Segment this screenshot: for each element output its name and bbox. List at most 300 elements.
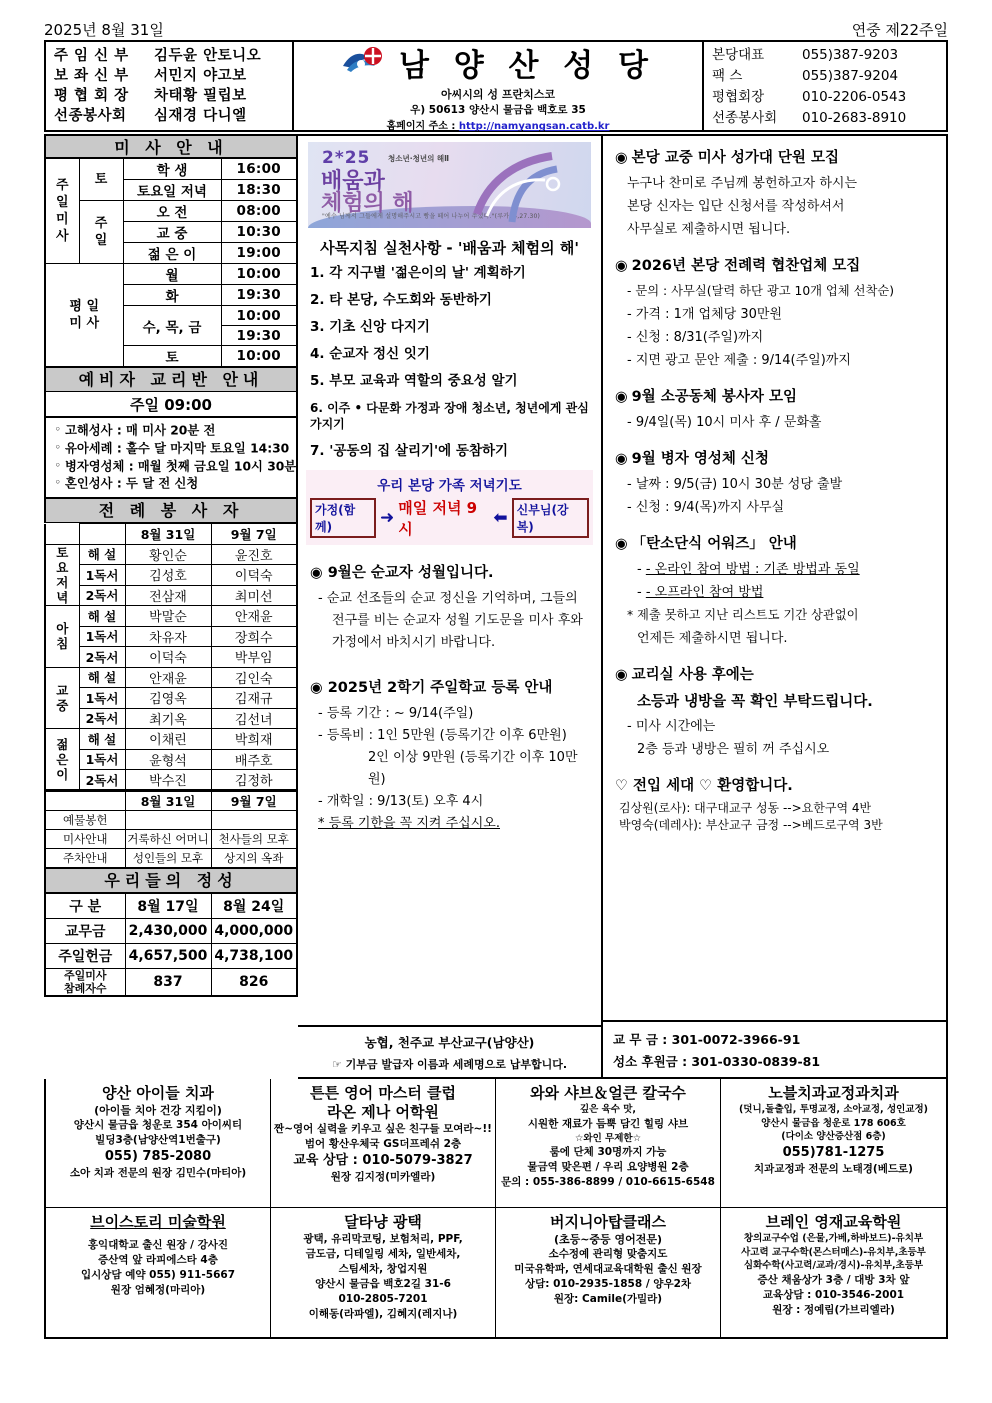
server-b: 김정하	[211, 770, 297, 791]
ad-line: (다이소 양산증산점 6층)	[781, 1131, 886, 1142]
martyr-line: - 순교 선조들의 순교 정신을 기억하며, 그들의	[318, 591, 578, 606]
poster-scripture: "예수 님께서 그들에게 설명해주시고 빵을 떼어 나누어 주셨다."(루카24,27.30)	[322, 213, 541, 220]
sacrament-text: 혼인성사 : 두 달 전 신청	[65, 476, 199, 491]
staff-role: 선종봉사회	[54, 108, 127, 124]
sunday-label: 주 일	[79, 201, 123, 264]
staff-role: 보 좌 신 부	[54, 68, 129, 84]
server-a: 박말순	[125, 606, 211, 627]
table-row	[45, 688, 297, 709]
saturday-label: 토	[79, 159, 123, 201]
announcement-heading	[615, 663, 936, 684]
right-column	[603, 134, 948, 1079]
table-row	[45, 729, 297, 750]
mass-name: 젊 은 이	[123, 243, 221, 264]
table-row	[45, 585, 297, 606]
announcement-heading	[615, 447, 936, 468]
issue-date: 2025년 8월 31일	[44, 21, 164, 39]
ad-line: 범어 황산우체국 GS더프레쉬 2층	[304, 1138, 462, 1150]
staff-name: 차태황 필립보	[154, 88, 247, 104]
offering-table	[44, 893, 298, 997]
ad-line: ☆와인 무제한☆	[574, 1132, 642, 1144]
ad-phone: 055) 785-2080	[104, 1149, 212, 1164]
staff-row	[54, 46, 286, 66]
guideline-title: 사목지침 실천사항 - '배움과 체험의 해'	[320, 239, 579, 257]
role-label: 1독서	[79, 688, 125, 709]
martyr-month-block	[310, 561, 591, 654]
ad-title: 양산 아이들 치과	[102, 1084, 214, 1102]
announcement-line: * 제출 못하고 지난 리스트도 기간 상관없이	[627, 608, 859, 622]
table-row	[45, 565, 297, 586]
prayer-title: 우리 본당 가족 저녁기도	[377, 478, 522, 494]
ad-line: 홍익대학교 출신 원장 / 강사진	[87, 1239, 229, 1251]
offering-a: 837	[125, 968, 211, 996]
ad-title: 버지니아탑클래스	[550, 1213, 666, 1231]
main-content	[44, 134, 948, 1079]
ad-card[interactable]	[271, 1079, 496, 1208]
logo-and-title	[341, 40, 655, 85]
school-note: * 등록 기한을 꼭 지켜 주십시오.	[318, 816, 500, 831]
ad-card[interactable]	[721, 1208, 946, 1337]
ad-line: 심화수학(사고력/교과/경시)-유치부,초등부	[743, 1260, 924, 1271]
mass-time: 19:00	[221, 243, 297, 264]
table-row	[45, 159, 297, 180]
sacrament-line	[55, 422, 292, 440]
offering-b: 4,738,100	[211, 943, 297, 968]
contact-value: 055)387-9203	[802, 47, 899, 63]
staff-name: 심재경 다니엘	[154, 108, 247, 124]
list-item: 5. 부모 교육과 역할의 중요성 알기	[310, 373, 518, 389]
role-label: 1독서	[79, 749, 125, 770]
table-row	[45, 606, 297, 627]
homepage-label: 홈페이지 주소 :	[386, 121, 459, 132]
table-row	[45, 918, 297, 943]
duty-label: 주차안내	[45, 849, 125, 868]
patron-saint: 아씨시의 성 프란치스코	[441, 88, 555, 101]
ad-line: 사고력 교구수학(몬스터매스)-유치부,초등부	[741, 1246, 926, 1258]
list-item: 4. 순교자 정신 잇기	[310, 346, 430, 362]
contact-label: 평협회장	[712, 89, 765, 105]
mass-name: 학 생	[123, 159, 221, 180]
arrow-right-icon: ➜	[380, 507, 395, 528]
announcement-line: - 미사 시간에는	[627, 719, 716, 734]
ad-card[interactable]	[46, 1079, 271, 1208]
ad-card[interactable]	[496, 1208, 721, 1337]
poster-figure-icon	[457, 144, 577, 226]
welcome-block	[615, 774, 936, 834]
church-identity	[294, 42, 704, 130]
announcement	[615, 532, 936, 650]
col-date-b: 9월 7일	[211, 792, 297, 811]
ad-line: 증산 채움상가 3층 / 대방 3차 앞	[757, 1273, 910, 1286]
poster-year: 2*25	[322, 148, 371, 168]
bullet-target-icon: ◉	[310, 565, 323, 581]
announcement-line: 소등과 냉방을 꼭 확인 부탁드립니다.	[637, 694, 873, 710]
date-bar	[44, 0, 948, 40]
contact-list	[704, 42, 946, 130]
server-b: 윤진호	[211, 544, 297, 565]
duty-a	[125, 811, 211, 830]
offering-label: 교무금	[45, 918, 125, 943]
announcement	[615, 385, 936, 434]
server-b: 배주호	[211, 749, 297, 770]
announcement-line: - - 온라인 참여 방법 : 기존 방법과 동일	[637, 562, 860, 577]
school-heading-text: 2025년 2학기 주일학교 등록 안내	[327, 680, 553, 696]
ad-line: 룸에 단체 30명까지 가능	[549, 1146, 667, 1158]
mass-name: 토요일 저녁	[123, 180, 221, 201]
list-item: 6. 이주 • 다문화 가정과 장애 청소년, 청년에게 관심 가지기	[310, 401, 589, 431]
ad-title: 와와 샤브＆얼큰 칼국수	[530, 1084, 686, 1102]
server-a: 윤형석	[125, 749, 211, 770]
homepage-line	[387, 117, 610, 132]
group-label: 토 요 저 녁	[45, 544, 79, 606]
contact-value: 010-2683-8910	[802, 110, 907, 126]
left-column	[44, 134, 298, 1079]
catechumen-title: 예비자 교리반 안내	[44, 368, 298, 392]
evening-prayer-banner	[306, 470, 593, 545]
offering-col-label: 구 분	[45, 893, 125, 918]
server-b: 박부임	[211, 647, 297, 668]
contact-label: 팩 스	[712, 68, 743, 84]
offering-a: 4,657,500	[125, 943, 211, 968]
role-label: 해 설	[79, 544, 125, 565]
weekday-mass-label: 평 일 미 사	[45, 264, 123, 368]
table-row	[45, 792, 297, 811]
announcement-list	[603, 136, 946, 1020]
staff-row	[54, 106, 286, 126]
contact-row	[712, 87, 942, 108]
ad-line: (초등~중등 영어전문)	[553, 1233, 663, 1246]
duty-b	[211, 811, 297, 830]
server-b: 김인숙	[211, 667, 297, 688]
mass-schedule-title: 미 사 안 내	[44, 134, 298, 158]
ad-phone: 교육 상담 : 010-5079-3827	[293, 1153, 473, 1168]
ad-line: 양산시 물금읍 청운로 178 606호	[761, 1117, 906, 1129]
server-a: 김성호	[125, 565, 211, 586]
server-b: 이덕숙	[211, 565, 297, 586]
middle-column	[298, 134, 603, 1079]
bullet-target-icon: ◉	[615, 536, 628, 552]
bullet-target-icon: ◉	[615, 451, 628, 467]
mass-time: 19:30	[221, 326, 297, 346]
ad-tail: 원장: Camile(가밀라)	[553, 1293, 663, 1305]
prayer-time: 매일 저녁 9시	[398, 499, 478, 538]
col-date-a: 8월 31일	[125, 524, 211, 545]
sacrament-text: 병자영성체 : 매월 첫째 금요일 10시 30분	[65, 458, 297, 473]
announcement-line: 누구나 찬미로 주님께 봉헌하고자 하시는	[627, 176, 858, 191]
announcement-line: - 9/4일(목) 10시 미사 후 / 문화홀	[627, 415, 822, 430]
contact-row	[712, 66, 942, 87]
bullet-icon: ◦	[55, 478, 61, 489]
poster-line2: 체험의 해	[321, 191, 414, 216]
poster-tagline: 청소년·청년의 해Ⅱ	[388, 154, 450, 163]
arrow-left-icon: ⬅	[493, 507, 508, 528]
server-a: 차유자	[125, 626, 211, 647]
ad-card[interactable]	[721, 1079, 946, 1208]
mass-time: 18:30	[221, 180, 297, 201]
ad-line: 증산역 앞 라피에스타 4층	[98, 1254, 218, 1266]
masthead	[44, 40, 948, 132]
col-date-a: 8월 31일	[125, 792, 211, 811]
announcement	[615, 663, 936, 761]
ad-line: (아이들 치아 건강 지킴이)	[94, 1104, 222, 1117]
ad-line: 짠~영어 실력을 키우고 싶은 친구들 모여라~!!	[274, 1123, 492, 1135]
ad-tail: 원장 : 정예림(가브리엘라)	[772, 1303, 895, 1316]
role-label: 1독서	[79, 626, 125, 647]
announcement-heading	[615, 146, 936, 167]
mass-name: 수, 목, 금	[123, 306, 221, 346]
ad-card[interactable]	[496, 1079, 721, 1208]
martyr-line: 전구를 비는 순교자 성월 기도문을 미사 후와	[332, 613, 583, 628]
col-date-b: 9월 7일	[211, 524, 297, 545]
ad-line: 창의교구수업 (은물,가베,하바보드)-유치부	[743, 1233, 924, 1244]
announcement-heading-text: 9월 소공동체 봉사자 모임	[631, 389, 797, 405]
mass-name: 토	[123, 346, 221, 368]
sacrament-line	[55, 458, 297, 476]
contact-row	[712, 108, 942, 129]
announcement-line: - 문의 : 사무실(달력 하단 광고 10개 업체 선착순)	[627, 284, 895, 298]
server-b: 박희재	[211, 729, 297, 750]
mass-time: 16:00	[221, 159, 297, 180]
offering-a: 2,430,000	[125, 918, 211, 943]
welcome-line: 박영숙(데레사): 부산교구 금정 -->베드로구역 3반	[619, 818, 883, 832]
duty-label: 예물봉헌	[45, 811, 125, 830]
announcement-line: - 날짜 : 9/5(금) 10시 30분 성당 출발	[627, 477, 843, 492]
ad-title: 브이스토리 미술학원	[90, 1213, 226, 1231]
guideline-list	[298, 265, 601, 459]
list-item: 2. 타 본당, 수도회와 동반하기	[310, 292, 492, 308]
offering-label-line1: 주일미사	[63, 968, 107, 982]
announcement-line: 언제든 제출하시면 됩니다.	[637, 631, 788, 646]
ad-line: 금도금, 디테일링 세차, 일반세차,	[305, 1248, 461, 1260]
bullet-icon: ◦	[55, 425, 61, 435]
col-blank	[45, 792, 125, 811]
role-label: 2독서	[79, 770, 125, 791]
ad-line: 양산시 물금읍 청운로 354 아이씨티	[73, 1119, 243, 1131]
server-a: 김영옥	[125, 688, 211, 709]
announcement-line: - 지면 광고 문안 제출 : 9/14(주일)까지	[627, 353, 851, 368]
table-row	[45, 968, 297, 996]
staff-name: 서민지 야고보	[154, 68, 247, 84]
martyr-heading	[310, 561, 591, 582]
server-b: 장희수	[211, 626, 297, 647]
offering-label-line2: 참례자수	[63, 981, 107, 995]
empty-cell	[45, 524, 79, 545]
bullet-target-icon: ◉	[615, 150, 628, 166]
account-footer	[603, 1020, 946, 1077]
offering-label	[45, 968, 125, 996]
server-a: 이덕숙	[125, 647, 211, 668]
duty-b: 천사들의 모후	[211, 830, 297, 849]
prayer-right-box: 신부님(강복)	[512, 498, 589, 538]
table-row	[45, 544, 297, 565]
role-label: 해 설	[79, 606, 125, 627]
offering-title: 우리들의 정성	[44, 869, 298, 893]
server-b: 최미선	[211, 585, 297, 606]
role-label: 1독서	[79, 565, 125, 586]
announcement-heading-text: 「탄소단식 어워즈」 안내	[631, 536, 797, 552]
list-item: 1. 각 지구별 '젊은이의 날' 계획하기	[310, 265, 526, 281]
duty-label: 미사안내	[45, 830, 125, 849]
prayer-row	[310, 497, 589, 539]
mass-time: 10:00	[221, 346, 297, 368]
staff-name: 김두윤 안토니오	[154, 48, 262, 64]
ad-tail: 소아 치과 전문의 원장 김민수(마티아)	[69, 1167, 247, 1179]
server-a: 최기옥	[125, 708, 211, 729]
ad-title: 튼튼 영어 마스터 클럽	[309, 1084, 457, 1102]
table-row	[45, 770, 297, 791]
servers-table	[44, 523, 298, 791]
staff-role: 평 협 회 장	[54, 88, 129, 104]
mass-time: 10:00	[221, 306, 297, 326]
announcement-heading-text: 2026년 본당 전례력 협찬업체 모집	[631, 258, 861, 274]
announcement-heading	[615, 254, 936, 275]
ad-title: 노블치과교정과치과	[768, 1084, 899, 1102]
table-row	[45, 708, 297, 729]
sacrament-line	[55, 475, 292, 493]
group-label: 교 중	[45, 667, 79, 729]
announcement	[615, 447, 936, 519]
ad-phone: 입시상담 예약 055) 911-5667	[80, 1269, 236, 1281]
table-row	[45, 667, 297, 688]
announcement-line: - 가격 : 1개 업체당 30만원	[627, 307, 783, 322]
table-row	[45, 749, 297, 770]
ad-title: 달타냥 광택	[344, 1213, 422, 1231]
ad-line: 미국유학파, 연세대교육대학원 출신 원장	[514, 1263, 702, 1275]
announcement	[615, 146, 936, 241]
group-label: 아 침	[45, 606, 79, 668]
table-row	[45, 811, 297, 830]
server-a: 전삼재	[125, 585, 211, 606]
sunday-mass-label: 주 일 미 사	[45, 159, 79, 264]
ad-line: 깊은 육수 맛,	[579, 1104, 637, 1115]
ad-phone: 교육상담 : 010-3546-2001	[762, 1288, 905, 1301]
role-label: 해 설	[79, 667, 125, 688]
duty-a: 성인들의 모후	[125, 849, 211, 868]
announcement-line: 본당 신자는 입단 신청서를 작성하셔서	[627, 199, 845, 214]
contact-value: 010-2206-0543	[802, 89, 907, 105]
offering-b: 4,000,000	[211, 918, 297, 943]
table-row	[45, 849, 297, 868]
table-row	[45, 626, 297, 647]
server-a: 이채린	[125, 729, 211, 750]
role-label: 해 설	[79, 729, 125, 750]
martyr-heading-text: 9월은 순교자 성월입니다.	[327, 565, 494, 581]
account-line: 성소 후원금 : 301-0330-0839-81	[613, 1054, 821, 1069]
offering-label: 주일헌금	[45, 943, 125, 968]
duty-a: 거룩하신 어머니	[125, 830, 211, 849]
ad-line: 물금역 맞은편 / 우리 요양병원 2층	[527, 1161, 689, 1173]
offering-b: 826	[211, 968, 297, 996]
ad-phone: 상담: 010-2935-1858 / 양우2차	[524, 1278, 692, 1290]
announcement-heading	[615, 385, 936, 406]
announcement-heading	[615, 532, 936, 553]
mass-name: 오 전	[123, 201, 221, 222]
account-line: 교 무 금 : 301-0072-3966-91	[613, 1032, 801, 1047]
misc-duty-table	[44, 791, 298, 869]
ad-line: (덧니,돌출입, 투명교정, 소아교정, 성인교정)	[738, 1104, 929, 1115]
martyr-line: 가정에서 바치시기 바랍니다.	[332, 635, 496, 650]
table-row	[45, 943, 297, 968]
school-line: - 등록 기간 : ~ 9/14(주일)	[318, 706, 474, 721]
ad-line: 시원한 재료가 듬뿍 담긴 힐링 샤브	[527, 1117, 689, 1130]
announcement-heading-text: 본당 교중 미사 성가대 단원 모집	[631, 150, 839, 166]
role-label: 2독서	[79, 585, 125, 606]
contact-label: 본당대표	[712, 47, 765, 63]
bullet-target-icon: ◉	[615, 258, 628, 274]
bank-name: 농협, 천주교 부산교구(남양산)	[364, 1035, 535, 1050]
announcement-line: - 신청 : 9/4(목)까지 사무실	[627, 500, 785, 515]
staff-row	[54, 66, 286, 86]
welcome-heading: ♡ 전입 세대 ♡ 환영합니다.	[615, 778, 793, 794]
sunday-school-block	[310, 676, 591, 835]
servers-title: 전 례 봉 사 자	[44, 499, 298, 523]
ad-line: 스팀세차, 창업지원	[338, 1263, 428, 1275]
church-name: 남 양 산 성 당	[399, 48, 655, 84]
sacrament-text: 고해성사 : 매 미사 20분 전	[65, 423, 216, 438]
ad-tail: 이해동(라파엘), 김혜지(레지나)	[308, 1308, 458, 1320]
role-label: 2독서	[79, 647, 125, 668]
mass-schedule-table	[44, 158, 298, 368]
contact-value: 055)387-9204	[802, 68, 899, 84]
announcement-line: 사무실로 제출하시면 됩니다.	[627, 222, 791, 237]
mass-time: 10:30	[221, 222, 297, 243]
mass-name: 화	[123, 285, 221, 306]
ad-line: 소수정예 관리형 맞춤지도	[548, 1248, 668, 1260]
mass-time: 19:30	[221, 285, 297, 306]
mass-name: 교 중	[123, 222, 221, 243]
duty-b: 상지의 옥좌	[211, 849, 297, 868]
ad-title: 브레인 영재교육학원	[765, 1213, 902, 1231]
mass-time: 10:00	[221, 264, 297, 285]
bullet-target-icon: ◉	[310, 680, 323, 696]
table-row	[45, 893, 297, 918]
donation-note: ☞ 기부금 발급자 이름과 세례명으로 납부합니다.	[331, 1058, 568, 1071]
announcement-line: 2층 등과 냉방은 필히 꺼 주십시오	[637, 742, 830, 757]
col-blank	[79, 524, 125, 545]
bullet-target-icon: ◉	[615, 667, 628, 683]
catechumen-time: 주일 09:00	[44, 392, 298, 418]
ad-phone: 010-2805-7201	[338, 1293, 428, 1305]
group-label: 젊 은 이	[45, 729, 79, 791]
announcement	[615, 254, 936, 372]
mass-time: 08:00	[221, 201, 297, 222]
ad-card[interactable]	[271, 1208, 496, 1337]
ad-line: 양산시 물금읍 백호2길 31-6	[315, 1278, 451, 1290]
ad-card[interactable]	[46, 1208, 271, 1337]
table-row	[45, 524, 297, 545]
list-item: 7. '공동의 집 살리기'에 동참하기	[310, 443, 509, 459]
table-row	[45, 647, 297, 668]
ad-title2: 라온 제나 어학원	[327, 1103, 439, 1121]
staff-role: 주 임 신 부	[54, 48, 129, 64]
contact-label: 선종봉사회	[712, 110, 778, 126]
server-a: 안재윤	[125, 667, 211, 688]
staff-row	[54, 86, 286, 106]
table-row	[45, 264, 297, 285]
prayer-left-box: 가정(함께)	[310, 498, 376, 538]
offering-col-a: 8월 17일	[125, 893, 211, 918]
homepage-url[interactable]: http://namyangsan.catb.kr	[458, 121, 610, 132]
sacrament-info	[44, 418, 298, 499]
ad-tail: 원장 엄혜정(마리아)	[110, 1284, 206, 1296]
school-line: - 개학일 : 9/13(토) 오후 4시	[318, 794, 484, 809]
advertisement-grid	[44, 1079, 948, 1339]
ad-phone: 문의 : 055-386-8899 / 010-6615-6548	[501, 1176, 715, 1188]
role-label: 2독서	[79, 708, 125, 729]
welcome-line: 김상원(로사): 대구대교구 성동 -->요한구역 4반	[619, 801, 872, 815]
announcement-heading-text: 9월 병자 영성체 신청	[631, 451, 769, 467]
announcement-heading-text: 교리실 사용 후에는	[631, 667, 754, 683]
